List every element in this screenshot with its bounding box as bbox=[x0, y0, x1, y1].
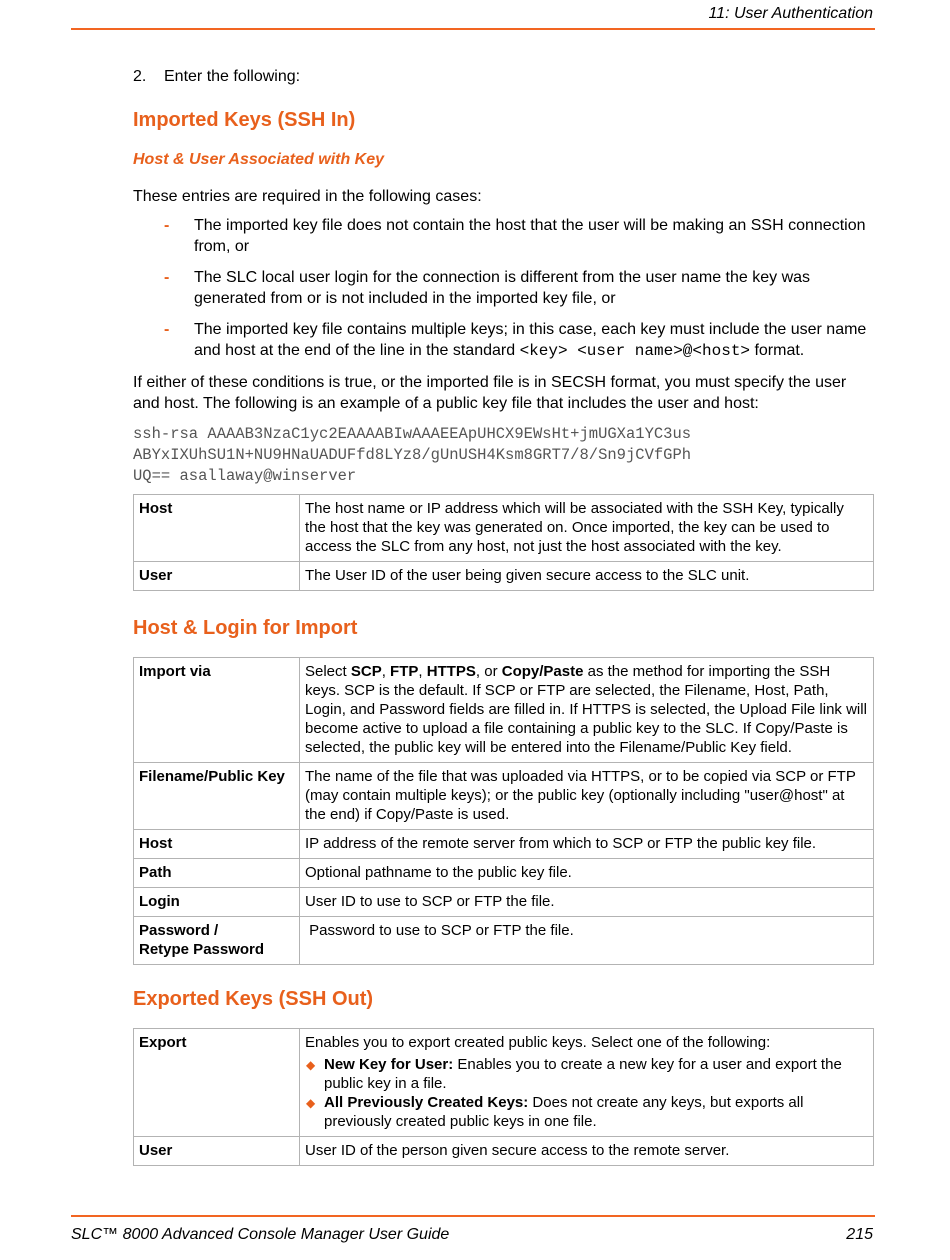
code-line: ABYxIXUhSU1N+NU9HNaUADUFfd8LYz8/gUnUSH4Ksm8GRT7/8/Sn9jCVfGPh bbox=[133, 446, 692, 464]
table-row bbox=[134, 1137, 874, 1166]
imported-keys-heading: Imported Keys (SSH In) bbox=[133, 109, 356, 131]
table-row bbox=[134, 888, 874, 917]
diamond-bullet-icon: ◆ bbox=[306, 1096, 316, 1110]
option-copy-paste: Copy/Paste bbox=[501, 663, 584, 680]
cases-intro: These entries are required in the following cases: bbox=[133, 188, 482, 205]
dash-bullet-icon: - bbox=[164, 321, 170, 338]
text-run: , or bbox=[475, 663, 502, 680]
dash-bullet-icon: - bbox=[164, 269, 170, 286]
dash-bullet-icon: - bbox=[164, 217, 170, 234]
header-rule bbox=[71, 28, 875, 30]
option-text: Enables you to create a new key for a user and export the public key in a file. bbox=[324, 1056, 842, 1092]
table-row bbox=[134, 763, 874, 830]
row-value: The name of the file that was uploaded via HTTPS, or to be copied via SCP or FTP (may contain multiple keys); or the public key (optionally including "user@host" at the end) if Copy/Paste is used. bbox=[300, 763, 874, 830]
option-label: New Key for User: bbox=[324, 1056, 454, 1073]
row-value: Password to use to SCP or FTP the file. bbox=[300, 917, 874, 965]
list-item bbox=[133, 319, 875, 362]
table-row bbox=[134, 1029, 874, 1137]
row-key: Filename/Public Key bbox=[134, 763, 300, 830]
list-item-text-end: format. bbox=[750, 342, 805, 359]
row-key: Host bbox=[134, 495, 300, 562]
list-item-text: The imported key file does not contain the host that the user will be making an SSH connection from, or bbox=[194, 217, 866, 255]
text-run: , bbox=[418, 663, 427, 680]
table-row bbox=[134, 658, 874, 763]
cases-list bbox=[133, 215, 875, 362]
step-text: Enter the following: bbox=[164, 68, 301, 85]
row-key: Import via bbox=[134, 658, 300, 763]
host-login-table bbox=[133, 657, 874, 965]
exported-keys-table bbox=[133, 1028, 874, 1166]
step-item bbox=[133, 66, 875, 87]
diamond-bullet-icon: ◆ bbox=[306, 1058, 316, 1072]
row-value: IP address of the remote server from which to SCP or FTP the public key file. bbox=[300, 830, 874, 859]
row-key: Path bbox=[134, 859, 300, 888]
table-row bbox=[134, 562, 874, 591]
exported-keys-heading: Exported Keys (SSH Out) bbox=[133, 988, 374, 1010]
row-value: Optional pathname to the public key file. bbox=[300, 859, 874, 888]
text-run: Select bbox=[305, 663, 351, 680]
list-item-text: The imported key file contains multiple keys; in this case, each key must include the user name and host at the end of the line in the standard bbox=[194, 321, 867, 359]
option-ftp: FTP bbox=[390, 663, 419, 680]
text-run: as the method for importing the SSH keys. SCP is the default. If SCP or FTP are selected, the Filename, Host, Path, Login, and Password fields are filled in. If HTTPS is selected, the Upload File link will become active to upload a file containing a public key to the SLC. If Copy/Paste is selected, the public key will be entered into the Filename/Public Key field. bbox=[305, 663, 867, 756]
host-login-heading: Host & Login for Import bbox=[133, 617, 358, 639]
row-key: User bbox=[134, 1137, 300, 1166]
row-key bbox=[134, 917, 300, 965]
row-key: Host bbox=[134, 830, 300, 859]
row-key: User bbox=[134, 562, 300, 591]
text-run: , bbox=[381, 663, 391, 680]
code-line: ssh-rsa AAAAB3NzaC1yc2EAAAABIwAAAEEApUHCX9EWsHt+jmUGXa1YC3us bbox=[133, 425, 692, 443]
row-value bbox=[300, 1029, 874, 1137]
footer-rule bbox=[71, 1215, 875, 1217]
host-user-subheading: Host & User Associated with Key bbox=[133, 151, 385, 168]
row-key: Export bbox=[134, 1029, 300, 1137]
list-item bbox=[305, 1055, 868, 1093]
table-row bbox=[134, 917, 874, 965]
table-row bbox=[134, 859, 874, 888]
code-line: UQ== asallaway@winserver bbox=[133, 467, 357, 485]
export-options bbox=[305, 1055, 868, 1131]
host-user-table bbox=[133, 494, 874, 591]
row-value: The host name or IP address which will be associated with the SSH Key, typically the host that the key was generated on. Once imported, the key can be used to access the SLC from any host, not just the host associated with the key. bbox=[300, 495, 874, 562]
list-item bbox=[305, 1093, 868, 1131]
row-value: User ID to use to SCP or FTP the file. bbox=[300, 888, 874, 917]
row-value bbox=[300, 658, 874, 763]
table-row bbox=[134, 830, 874, 859]
list-item bbox=[133, 215, 875, 257]
list-item bbox=[133, 267, 875, 309]
option-scp: SCP bbox=[350, 663, 382, 680]
row-key: Login bbox=[134, 888, 300, 917]
key-line: Retype Password bbox=[139, 941, 265, 958]
row-value: The User ID of the user being given secure access to the SLC unit. bbox=[300, 562, 874, 591]
condition-paragraph: If either of these conditions is true, or the imported file is in SECSH format, you must specify the user and host. The following is an example of a public key file that includes the user and host: bbox=[133, 374, 847, 412]
key-line: Password / bbox=[139, 922, 219, 939]
key-format-code: <key> <user name>@<host> bbox=[519, 342, 751, 360]
list-item-text: The SLC local user login for the connection is different from the user name the key was generated from or is not included in the imported key file, or bbox=[194, 269, 811, 307]
page-content bbox=[133, 66, 875, 1166]
table-row bbox=[134, 495, 874, 562]
option-label: All Previously Created Keys: bbox=[324, 1094, 529, 1111]
public-key-example bbox=[133, 424, 875, 487]
footer-title: SLC™ 8000 Advanced Console Manager User Guide bbox=[71, 1226, 450, 1243]
step-number: 2. bbox=[133, 68, 147, 85]
chapter-header: 11: User Authentication bbox=[708, 5, 873, 22]
option-text: Does not create any keys, but exports all previously created public keys in one file. bbox=[324, 1094, 804, 1130]
export-intro: Enables you to export created public keys. Select one of the following: bbox=[305, 1034, 771, 1051]
row-value: User ID of the person given secure access to the remote server. bbox=[300, 1137, 874, 1166]
option-https: HTTPS bbox=[426, 663, 476, 680]
page-number: 215 bbox=[846, 1226, 873, 1243]
